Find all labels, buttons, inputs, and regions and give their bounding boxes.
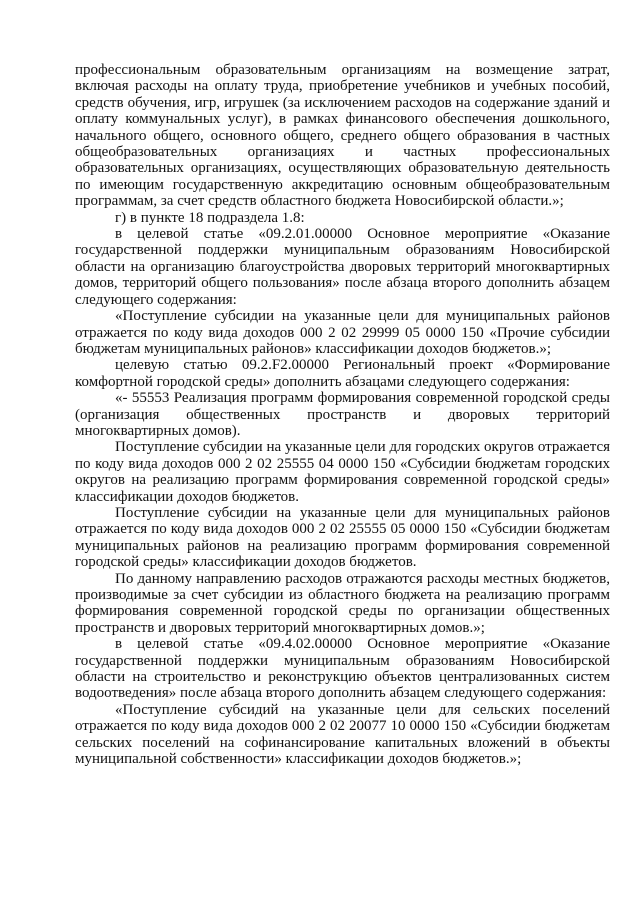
paragraph-item-g: г) в пункте 18 подраздела 1.8: [115,209,305,226]
paragraph-55553: «- 55553 Реализация программ формирования современной городской среды (организация общественных пространств и дворовых территорий многоквартирных домов). [75,390,610,439]
paragraph-target-article-09-4-02: в целевой статье «09.4.02.00000 Основное мероприятие «Оказание государственной поддержки муниципальным образованиям Новосибирской области на строительство и реконструкцию объектов централизованных систем водоотведения» после абзаца второго дополнить абзацем следующего содержания: [75,636,610,702]
document-page [75,62,610,767]
paragraph-target-article-09-2-f2: целевую статью 09.2.F2.00000 Региональный проект «Формирование комфортной городской среды» дополнить абзацами следующего содержания: [75,357,610,390]
paragraph-expenses-direction: По данному направлению расходов отражаются расходы местных бюджетов, производимые за счет субсидии из областного бюджета на реализацию программ формирования современной городской среды по организации общественных пространств и дворовых территорий многоквартирных домов.»; [75,570,610,636]
paragraph-target-article-09-2-01: в целевой статье «09.2.01.00000 Основное мероприятие «Оказание государственной поддержки муниципальным образованиям Новосибирской области на организацию благоустройства дворовых территорий многоквартирных домов, территорий общего пользования» после абзаца второго дополнить абзацем следующего содержания: [75,226,610,308]
paragraph-subsidy-municipal-districts: «Поступление субсидии на указанные цели для муниципальных районов отражается по коду вида доходов 000 2 02 29999 05 0000 150 «Прочие субсидии бюджетам муниципальных районов» классификации доходов бюджетов.»; [75,308,610,357]
paragraph-subsidy-rural-settlements: «Поступление субсидий на указанные цели для сельских поселений отражается по коду вида доходов 000 2 02 20077 10 0000 150 «Субсидии бюджетам сельских поселений на софинансирование капитальных вложений в объекты муниципальной собственности» классификации доходов бюджетов.»; [75,701,610,768]
paragraph-subsidy-municipal-districts-2: Поступление субсидии на указанные цели для муниципальных районов отражается по коду вида доходов 000 2 02 25555 05 0000 150 «Субсидии бюджетам муниципальных районов на реализацию программ формирования современной городской среды» классификации доходов бюджетов. [75,504,610,571]
paragraph-subsidy-city-districts: Поступление субсидии на указанные цели для городских округов отражается по коду вида доходов 000 2 02 25555 04 0000 150 «Субсидии бюджетам городских округов на реализацию программ формирования современной городской среды» классификации доходов бюджетов. [75,439,610,505]
paragraph-continuation: профессиональным образовательным организациям на возмещение затрат, включая расходы на оплату труда, приобретение учебников и учебных пособий, средств обучения, игр, игрушек (за исключением расходов на содержание зданий и оплату коммунальных услуг), в рамках финансового обеспечения дошкольного, начального общего, основного общего, среднего общего образования в частных общеобразовательных организациях и частных профессиональных образовательных организациях, осуществляющих образовательную деятельность по имеющим государственную аккредитацию основным общеобразовательным программам, за счет средств областного бюджета Новосибирской области.»; [75,62,610,210]
